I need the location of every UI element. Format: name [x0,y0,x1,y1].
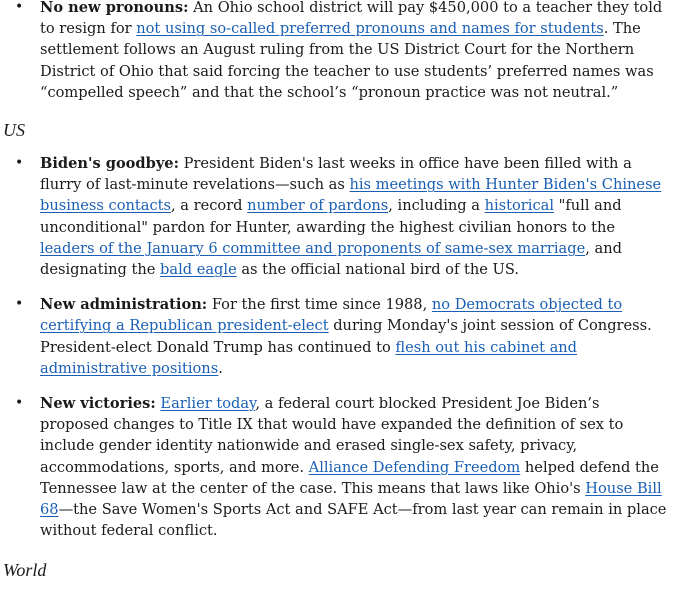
item-lead: New administration: [40,296,208,314]
us-list [0,153,697,541]
item-lead: New victories: [40,395,156,413]
list-item-no-new-pronouns: • No new pronouns: An Ohio school district will pay $450,000 to a teacher they told to resign for not using so-called preferred pronouns and names for students. The settlement follows an August ruling from the US District Court for the Northern District of Ohio that said forcing the teacher to use students’ preferred names was “compelled speech” and that the school’s “pronoun practice was not neutral.” [0,0,697,103]
link-alliance-defending-freedom[interactable]: Alliance Defending Freedom [308,458,521,476]
bullet-icon: • [15,395,24,412]
link-historical[interactable]: historical [484,197,554,215]
link-earlier-today[interactable]: Earlier today [160,395,256,413]
list-item-new-administration: • New administration: For the first time since 1988, no Democrats objected to certifying a Republican president-elect during Monday's joint session of Congress. President-elect Donald Trump has continued to flesh out his cabinet and administrative positions. [15,296,652,377]
link-hunter-chinese-contacts[interactable]: his meetings with Hunter Biden's Chinese business contacts [40,176,662,215]
link-preferred-pronouns[interactable]: not using so-called preferred pronouns and names for students [136,20,604,38]
list-item-bidens-goodbye: • Biden's goodbye: President Biden's last weeks in office have been filled with a flurry of last-minute revelations—such as his meetings with Hunter Biden's Chinese business contacts, a record number of pardons, including a historical "full and unconditional" pardon for Hunter, awarding the highest civilian honors to the leaders of the January 6 committee and proponents of same-sex marriage, and designating the bald eagle as the official national bird of the US. [15,155,662,279]
link-bald-eagle[interactable]: bald eagle [160,261,237,279]
list-item-new-victories: • New victories: Earlier today, a federal court blocked President Joe Biden’s proposed changes to Title IX that would have expanded the definition of sex to include gender identity nationwide and erased single-sex safety, privacy, accommodations, sports, and more. Alliance Defending Freedom helped defend the Tennessee law at the center of the case. This means that laws like Ohio's House Bill 68—the Save Women's Sports Act and SAFE Act—from last year can remain in place without federal conflict. [15,395,667,540]
link-cabinet-positions[interactable]: flesh out his cabinet and administrative positions [40,338,578,377]
bullet-icon: • [15,155,24,172]
link-civilian-honors[interactable]: leaders of the January 6 committee and proponents of same-sex marriage [40,239,586,257]
link-number-of-pardons[interactable]: number of pardons [247,197,389,215]
item-lead: Biden's goodbye: [40,155,179,173]
section-heading-us: US [3,120,25,141]
bullet-icon: • [15,0,24,15]
link-no-democrats-objected[interactable]: no Democrats objected to certifying a Republican president-elect [40,296,623,335]
top-list [0,0,697,103]
item-lead: No new pronouns: [40,0,189,16]
bullet-icon: • [15,296,24,313]
section-heading-world: World [3,560,47,581]
link-house-bill-68[interactable]: House Bill 68 [40,479,662,519]
